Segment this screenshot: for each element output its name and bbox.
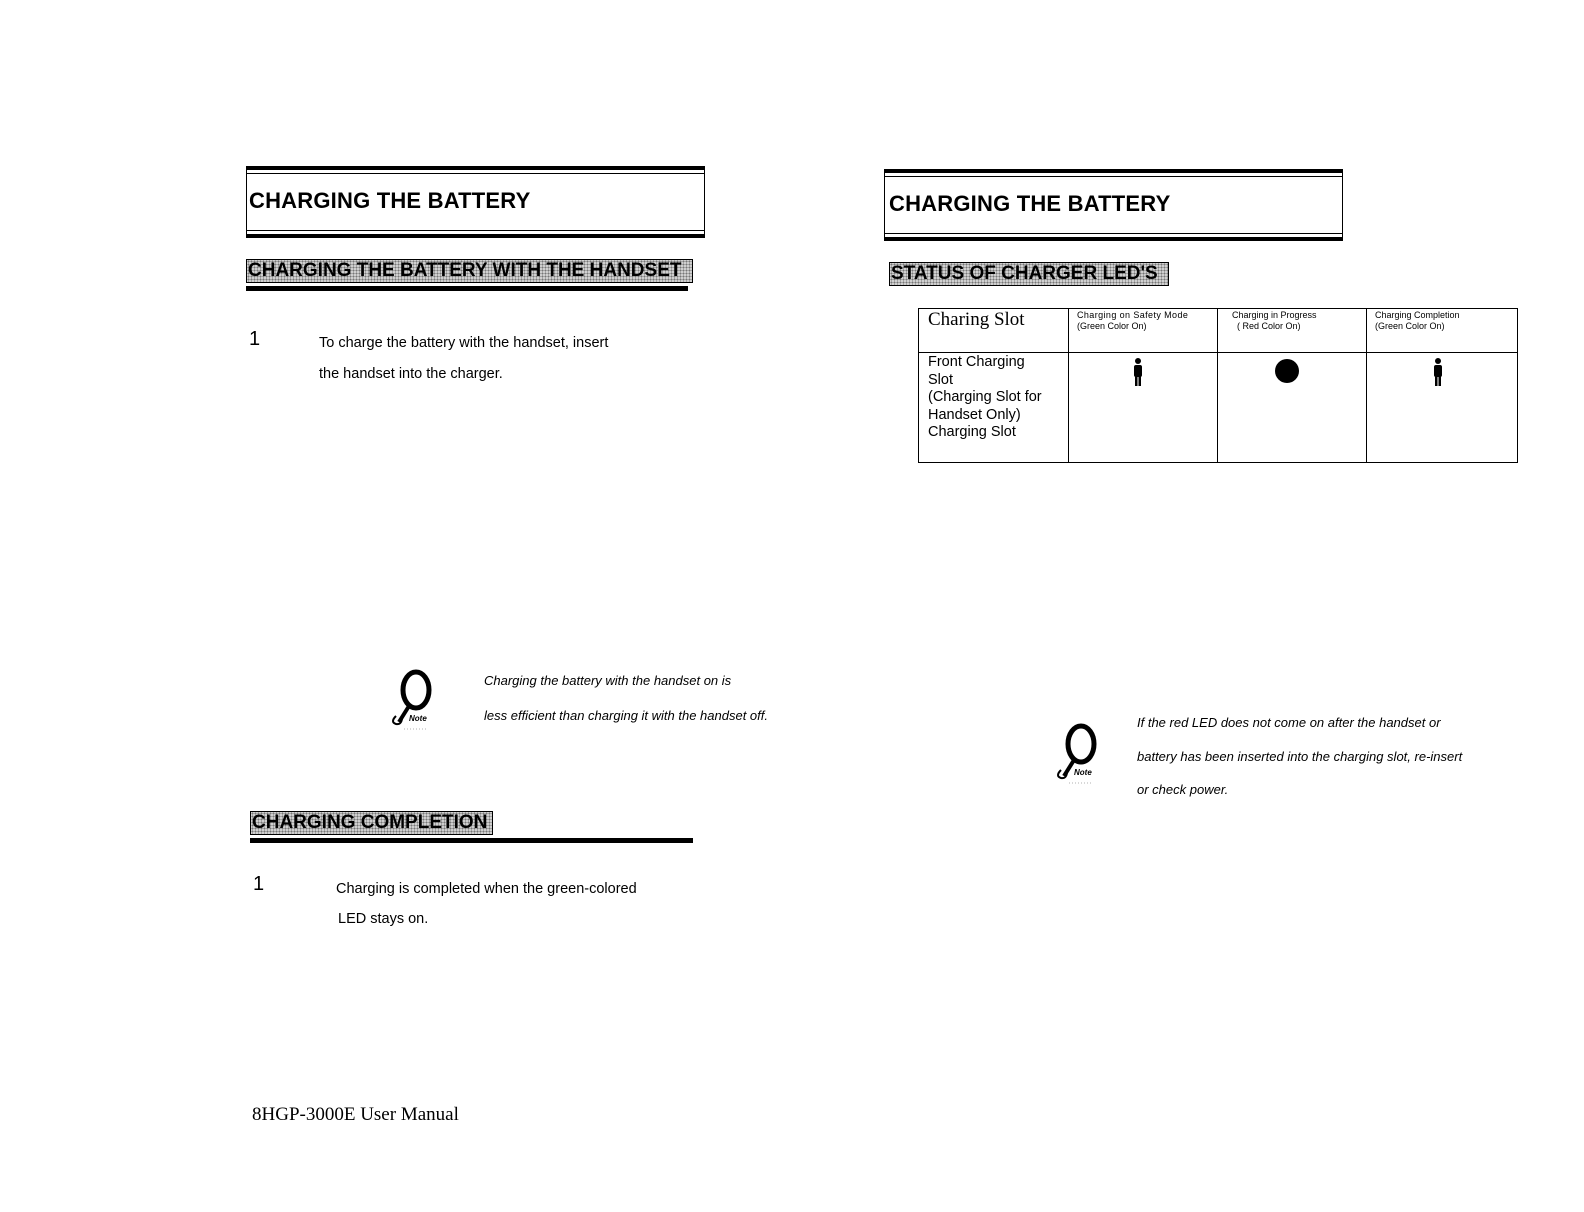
led-dot-icon xyxy=(1275,359,1299,383)
header-cell-progress xyxy=(1218,309,1367,353)
right-title-box xyxy=(884,169,1343,241)
note-text-line1: Charging the battery with the handset on is xyxy=(484,673,732,688)
row-label-line3: (Charging Slot for xyxy=(928,389,1042,405)
row-label-line5: Charging Slot xyxy=(928,424,1016,440)
header-progress-line2: ( Red Color On) xyxy=(1237,321,1301,331)
left-page-title: CHARGING THE BATTERY xyxy=(249,188,531,213)
step-text-line1: To charge the battery with the handset, insert xyxy=(319,335,609,351)
step-text-line2: the handset into the charger. xyxy=(319,366,503,382)
header-safety-line2: (Green Color On) xyxy=(1077,321,1147,331)
note-magnifier-icon xyxy=(390,668,440,738)
note-magnifier-icon xyxy=(1055,722,1105,792)
safety-led-cell xyxy=(1069,353,1218,463)
section-heading-with-handset: CHARGING THE BATTERY WITH THE HANDSET xyxy=(246,259,693,283)
header-progress-line1: Charging in Progress xyxy=(1232,310,1317,320)
completion-text-line2: LED stays on. xyxy=(338,911,429,927)
row-label-line4: Handset Only) xyxy=(928,406,1021,423)
section-heading-completion: CHARGING COMPLETION xyxy=(250,811,493,835)
header-completion-line1: Charging Completion xyxy=(1375,310,1460,320)
row-label-line2: Slot xyxy=(928,371,953,388)
right-note-line3: or check power. xyxy=(1137,782,1229,797)
left-title-box xyxy=(246,166,705,238)
right-page-title: CHARGING THE BATTERY xyxy=(889,191,1171,216)
header-completion-line2: (Green Color On) xyxy=(1375,321,1445,331)
table-header-row xyxy=(919,309,1518,353)
led-figure-icon xyxy=(1431,357,1445,387)
note-text-line2: less efficient than charging it with the handset off. xyxy=(484,708,769,723)
led-status-table xyxy=(918,308,1518,463)
header-cell-slot xyxy=(919,309,1069,353)
section-rule xyxy=(250,838,693,843)
header-cell-completion xyxy=(1367,309,1518,353)
led-figure-icon xyxy=(1131,357,1145,387)
right-note-line2: battery has been inserted into the charging slot, re-insert xyxy=(1137,749,1463,764)
header-safety-line1: Charging on Safety Mode xyxy=(1077,310,1189,320)
header-slot-label: Charing Slot xyxy=(928,309,1025,330)
header-cell-safety xyxy=(1069,309,1218,353)
right-note-line1: If the red LED does not come on after the handset or xyxy=(1137,715,1441,730)
svg-text:Note: Note xyxy=(409,714,427,723)
table-row xyxy=(919,353,1518,463)
row-label-line1: Front Charging xyxy=(928,354,1025,370)
completion-text-line1: Charging is completed when the green-colored xyxy=(336,881,637,897)
svg-text:Note: Note xyxy=(1074,768,1092,777)
row-label-cell xyxy=(919,353,1069,463)
section-rule xyxy=(246,286,688,291)
page-footer: 8HGP-3000E User Manual xyxy=(252,1104,459,1125)
step-number: 1 xyxy=(249,328,261,350)
section-heading-led-status: STATUS OF CHARGER LED'S xyxy=(889,262,1169,286)
completion-led-cell xyxy=(1367,353,1518,463)
step-number: 1 xyxy=(253,873,265,895)
progress-led-cell xyxy=(1218,353,1367,463)
